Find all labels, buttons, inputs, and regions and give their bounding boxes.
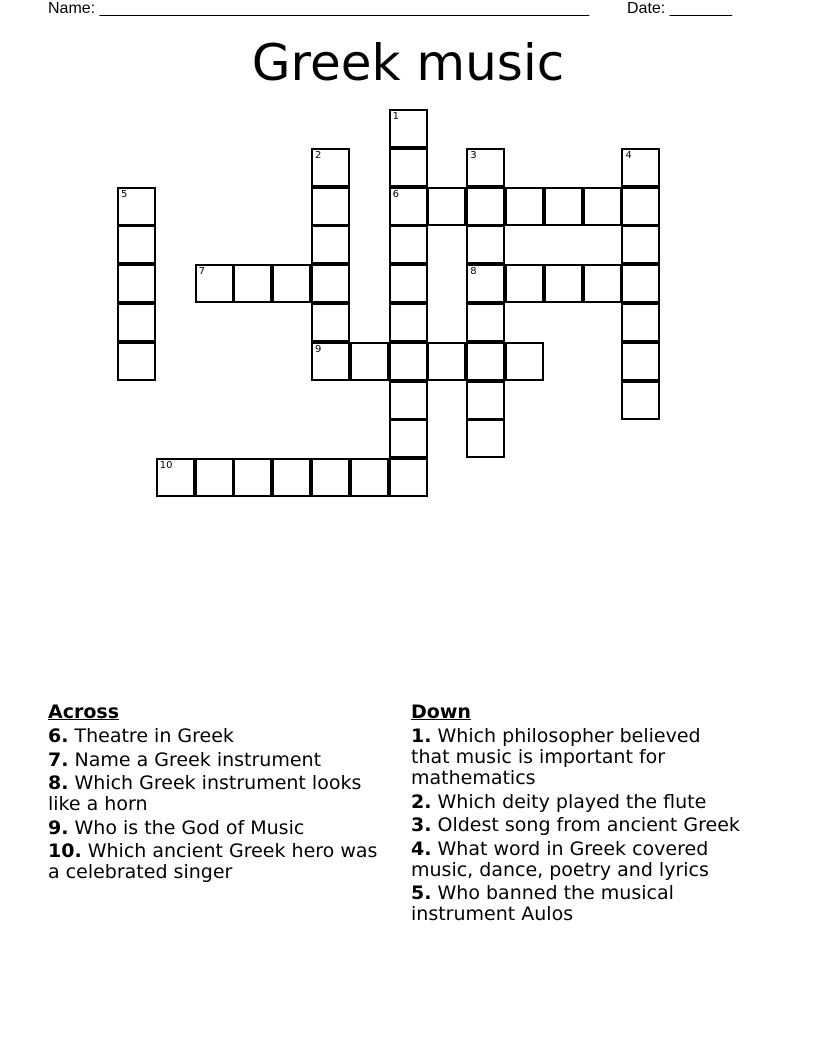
grid-cell[interactable] xyxy=(466,342,505,381)
across-clues xyxy=(48,702,393,886)
clue-text: Theatre in Greek xyxy=(74,725,234,747)
grid-cell[interactable] xyxy=(389,458,428,497)
grid-cell[interactable] xyxy=(272,458,311,497)
grid-cell[interactable] xyxy=(195,458,234,497)
cell-number: 7 xyxy=(198,266,205,278)
grid-cell[interactable] xyxy=(389,225,428,264)
grid-cell[interactable] xyxy=(233,264,272,303)
clue-text: Which philosopher believed that music is important for mathematics xyxy=(411,725,701,789)
grid-cell[interactable] xyxy=(311,303,350,342)
grid-cell[interactable] xyxy=(311,225,350,264)
grid-cell[interactable] xyxy=(350,458,389,497)
date-label: Date: xyxy=(627,0,666,17)
down-clues xyxy=(411,702,741,928)
cell-number: 3 xyxy=(470,149,477,161)
across-clue xyxy=(48,726,393,747)
cell-number: 2 xyxy=(315,149,322,161)
grid-cell[interactable] xyxy=(389,148,428,187)
clue-number: 2. xyxy=(411,790,432,813)
date-line: _______ xyxy=(669,0,732,17)
grid-cell[interactable] xyxy=(156,458,195,497)
across-clue xyxy=(48,818,393,839)
clue-number: 3. xyxy=(411,814,432,836)
name-line: _______________________________________________________ xyxy=(99,0,589,17)
grid-cell[interactable] xyxy=(544,187,583,226)
clue-number: 10. xyxy=(48,840,82,862)
grid-cell[interactable] xyxy=(389,381,428,420)
clue-number: 6. xyxy=(48,725,69,747)
clue-text: Who banned the musical instrument Aulos xyxy=(411,882,674,925)
grid-cell[interactable] xyxy=(466,303,505,342)
grid-cell[interactable] xyxy=(195,264,234,303)
grid-cell[interactable] xyxy=(466,419,505,458)
clue-number: 5. xyxy=(411,882,432,904)
grid-cell[interactable] xyxy=(427,342,466,381)
grid-cell[interactable] xyxy=(311,458,350,497)
clue-text: Which Greek instrument looks like a horn xyxy=(48,772,362,815)
grid-cell[interactable] xyxy=(583,187,622,226)
grid-cell[interactable] xyxy=(621,187,660,226)
page-title: Greek music xyxy=(251,34,565,92)
cell-number: 1 xyxy=(392,111,399,122)
grid-cell[interactable] xyxy=(505,342,544,381)
grid-cell[interactable] xyxy=(117,303,156,342)
grid-cell[interactable] xyxy=(389,264,428,303)
grid-cell[interactable] xyxy=(583,264,622,303)
grid-cell[interactable] xyxy=(117,342,156,381)
grid-cell[interactable] xyxy=(389,109,428,148)
down-heading: Down xyxy=(411,701,471,723)
cell-number: 5 xyxy=(121,188,128,200)
clue-text: Who is the God of Music xyxy=(74,816,305,839)
grid-cell[interactable] xyxy=(466,264,505,303)
clue-text: Name a Greek instrument xyxy=(74,748,322,771)
clue-number: 1. xyxy=(411,725,432,747)
clue-text: Oldest song from ancient Greek xyxy=(437,814,740,836)
clue-text: Which deity played the flute xyxy=(437,790,707,813)
across-clue xyxy=(48,750,393,771)
grid-cell[interactable] xyxy=(466,381,505,420)
grid-cell[interactable] xyxy=(621,381,660,420)
cell-number: 10 xyxy=(159,460,173,472)
grid-cell[interactable] xyxy=(621,225,660,264)
down-clue xyxy=(411,726,741,789)
cell-number: 6 xyxy=(392,188,399,200)
grid-cell[interactable] xyxy=(389,303,428,342)
across-heading: Across xyxy=(48,701,120,723)
clue-number: 8. xyxy=(48,772,69,794)
grid-cell[interactable] xyxy=(117,264,156,303)
grid-cell[interactable] xyxy=(621,148,660,187)
grid-cell[interactable] xyxy=(389,187,428,226)
clue-text: Which ancient Greek hero was a celebrated singer xyxy=(48,840,378,883)
down-clue xyxy=(411,839,741,881)
grid-cell[interactable] xyxy=(272,264,311,303)
cell-number: 4 xyxy=(625,149,632,161)
cell-number: 8 xyxy=(470,266,477,278)
grid-cell[interactable] xyxy=(311,148,350,187)
clue-text: What word in Greek covered music, dance, poetry and lyrics xyxy=(411,837,709,881)
grid-cell[interactable] xyxy=(311,342,350,381)
cell-number: 9 xyxy=(315,343,322,355)
clue-number: 7. xyxy=(48,748,69,771)
grid-cell[interactable] xyxy=(117,187,156,226)
grid-cell[interactable] xyxy=(311,264,350,303)
grid-cell[interactable] xyxy=(427,187,466,226)
grid-cell[interactable] xyxy=(233,458,272,497)
grid-cell[interactable] xyxy=(544,264,583,303)
grid-cell[interactable] xyxy=(389,419,428,458)
grid-cell[interactable] xyxy=(621,264,660,303)
down-clue xyxy=(411,792,741,813)
grid-cell[interactable] xyxy=(117,225,156,264)
grid-cell[interactable] xyxy=(466,187,505,226)
across-clue xyxy=(48,773,393,815)
grid-cell[interactable] xyxy=(505,187,544,226)
clue-number: 4. xyxy=(411,837,432,860)
grid-cell[interactable] xyxy=(505,264,544,303)
grid-cell[interactable] xyxy=(621,342,660,381)
grid-cell[interactable] xyxy=(350,342,389,381)
across-clue xyxy=(48,841,393,883)
grid-cell[interactable] xyxy=(389,342,428,381)
grid-cell[interactable] xyxy=(466,148,505,187)
name-label: Name: xyxy=(48,0,96,17)
clue-number: 9. xyxy=(48,816,69,839)
grid-cell[interactable] xyxy=(621,303,660,342)
down-clue xyxy=(411,883,741,925)
grid-cell[interactable] xyxy=(466,225,505,264)
down-clue xyxy=(411,815,741,836)
grid-cell[interactable] xyxy=(311,187,350,226)
